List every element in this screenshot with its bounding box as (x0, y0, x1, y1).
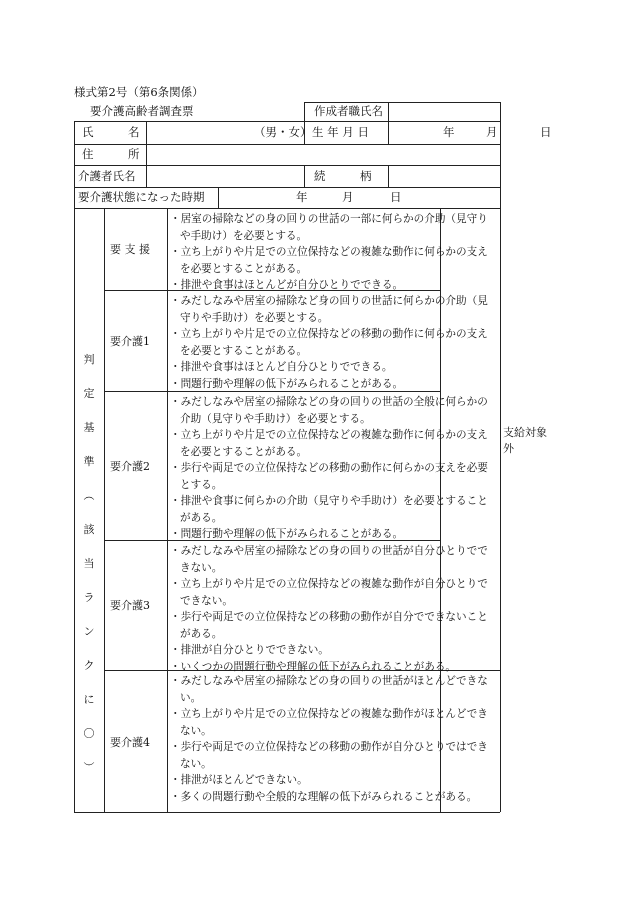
criteria-item: ・問題行動や理解の低下がみられることがある。 (170, 528, 404, 540)
rank-label-care2: 要介護2 (110, 460, 150, 473)
rule (74, 165, 500, 166)
rule (304, 102, 305, 121)
rule (104, 208, 105, 812)
rank-criteria-care1 (170, 293, 495, 392)
name-label: 氏 名 (82, 125, 140, 139)
criteria-item: ・歩行や両足での立位保持などの移動の動作が自分でできないことがある。 (170, 611, 488, 640)
criteria-item: ・立ち上がりや片足での立位保持などの複雑な動作に何らかの支えを必要とすることがある。 (170, 429, 488, 458)
rule (74, 187, 500, 188)
criteria-item: ・立ち上がりや片足での立位保持などの移動の動作に何らかの支えを必要とすることがある。 (170, 328, 488, 357)
birth-year: 年 (443, 125, 455, 139)
relation-label: 続 柄 (314, 169, 372, 183)
birth-day: 日 (540, 125, 552, 139)
caregiver-label: 介護者氏名 (78, 169, 136, 183)
criteria-item: ・みだしなみや居室の掃除などの身の回りの世話が自分ひとりでできない。 (170, 545, 488, 574)
criteria-item: ・立ち上がりや片足での立位保持などの複雑な動作に何らかの支えを必要とすることがある。 (170, 246, 488, 275)
form-number: 様式第2号（第6条関係） (74, 85, 204, 99)
rule (388, 102, 389, 121)
criteria-label-char: 該 (83, 523, 95, 536)
rank-label-care4: 要介護4 (110, 736, 150, 749)
criteria-item: ・排泄が自分ひとりでできない。 (170, 644, 329, 656)
criteria-item: ・問題行動や理解の低下がみられることがある。 (170, 377, 404, 390)
rule (74, 144, 500, 145)
criteria-label-char: ラ (83, 591, 95, 604)
rank-criteria-care2 (170, 394, 495, 543)
criteria-label-char: ︶ (83, 761, 95, 774)
sex-hint: （男・女） (254, 125, 312, 139)
rule (74, 121, 500, 122)
criteria-item: ・排泄や食事はほとんどが自分ひとりでできる。 (170, 279, 404, 291)
criteria-label-char: 基 (83, 421, 95, 434)
rank-label-care3: 要介護3 (110, 599, 150, 612)
criteria-item: ・排泄や食事に何らかの介助（見守りや手助け）を必要とすることがある。 (170, 495, 488, 524)
address-label: 住 所 (82, 147, 140, 161)
rule (304, 165, 305, 187)
birth-label: 生 年 月 日 (312, 125, 369, 139)
period-label: 要介護状態になった時期 (78, 190, 205, 204)
criteria-item: ・みだしなみや居室の掃除などの身の回りの世話がほとんどできない。 (170, 675, 488, 704)
period-year: 年 (296, 190, 308, 204)
criteria-label-char: に (83, 693, 95, 706)
criteria-item: ・みだしなみや居室の掃除などの身の回りの世話の全般に何らかの介助（見守りや手助け）を必要とする。 (170, 396, 488, 425)
criteria-label-char: 判 (83, 353, 95, 366)
rank-criteria-care4 (170, 673, 495, 805)
criteria-item: ・排泄がほとんどできない。 (170, 774, 308, 786)
criteria-item: ・歩行や両足での立位保持などの移動の動作に何らかの支えを必要とする。 (170, 462, 488, 491)
form-title: 要介護高齢者調査票 (90, 104, 194, 118)
rank-label-support: 要 支 援 (110, 243, 150, 256)
rule (146, 121, 147, 187)
rank-criteria-support (170, 211, 495, 294)
rule (74, 121, 75, 812)
not-covered-line1: 支給対象 (503, 426, 547, 439)
criteria-item: ・多くの問題行動や全般的な理解の低下がみられることがある。 (170, 790, 478, 803)
rule (388, 165, 389, 187)
period-month: 月 (342, 190, 354, 204)
rule (388, 121, 389, 144)
rule (218, 187, 219, 208)
criteria-label-char: 〇 (83, 727, 95, 740)
criteria-item: ・歩行や両足での立位保持などの移動の動作が自分ひとりではできない。 (170, 741, 488, 770)
not-covered-line2: 外 (503, 442, 514, 455)
birth-month: 月 (486, 125, 498, 139)
rank-criteria-care3 (170, 543, 495, 675)
criteria-item: ・居室の掃除などの身の回りの世話の一部に何らかの介助（見守りや手助け）を必要とする。 (170, 213, 488, 242)
criteria-label-char: 準 (83, 455, 95, 468)
criteria-label-char: 当 (83, 557, 95, 570)
criteria-item: ・立ち上がりや片足での立位保持などの複雑な動作がほとんどできない。 (170, 708, 488, 737)
rank-label-care1: 要介護1 (110, 335, 150, 348)
creator-label: 作成者職氏名 (314, 104, 383, 118)
criteria-label-char: ︵ (83, 489, 95, 502)
criteria-label-char: ン (83, 625, 95, 638)
criteria-label-char: 定 (83, 387, 95, 400)
criteria-item: ・立ち上がりや片足での立位保持などの複雑な動作が自分ひとりでできない。 (170, 578, 488, 607)
rule (74, 208, 500, 209)
rule (74, 812, 500, 813)
period-day: 日 (390, 190, 402, 204)
rule (167, 208, 168, 812)
rule (500, 102, 501, 812)
criteria-label-char: ク (83, 659, 95, 672)
criteria-item: ・排泄や食事はほとんど自分ひとりでできる。 (170, 361, 393, 373)
criteria-item: ・いくつかの問題行動や理解の低下がみられることがある。 (170, 660, 457, 673)
criteria-item: ・みだしなみや居室の掃除など身の回りの世話に何らかの介助（見守りや手助け）を必要とする。 (170, 295, 488, 324)
